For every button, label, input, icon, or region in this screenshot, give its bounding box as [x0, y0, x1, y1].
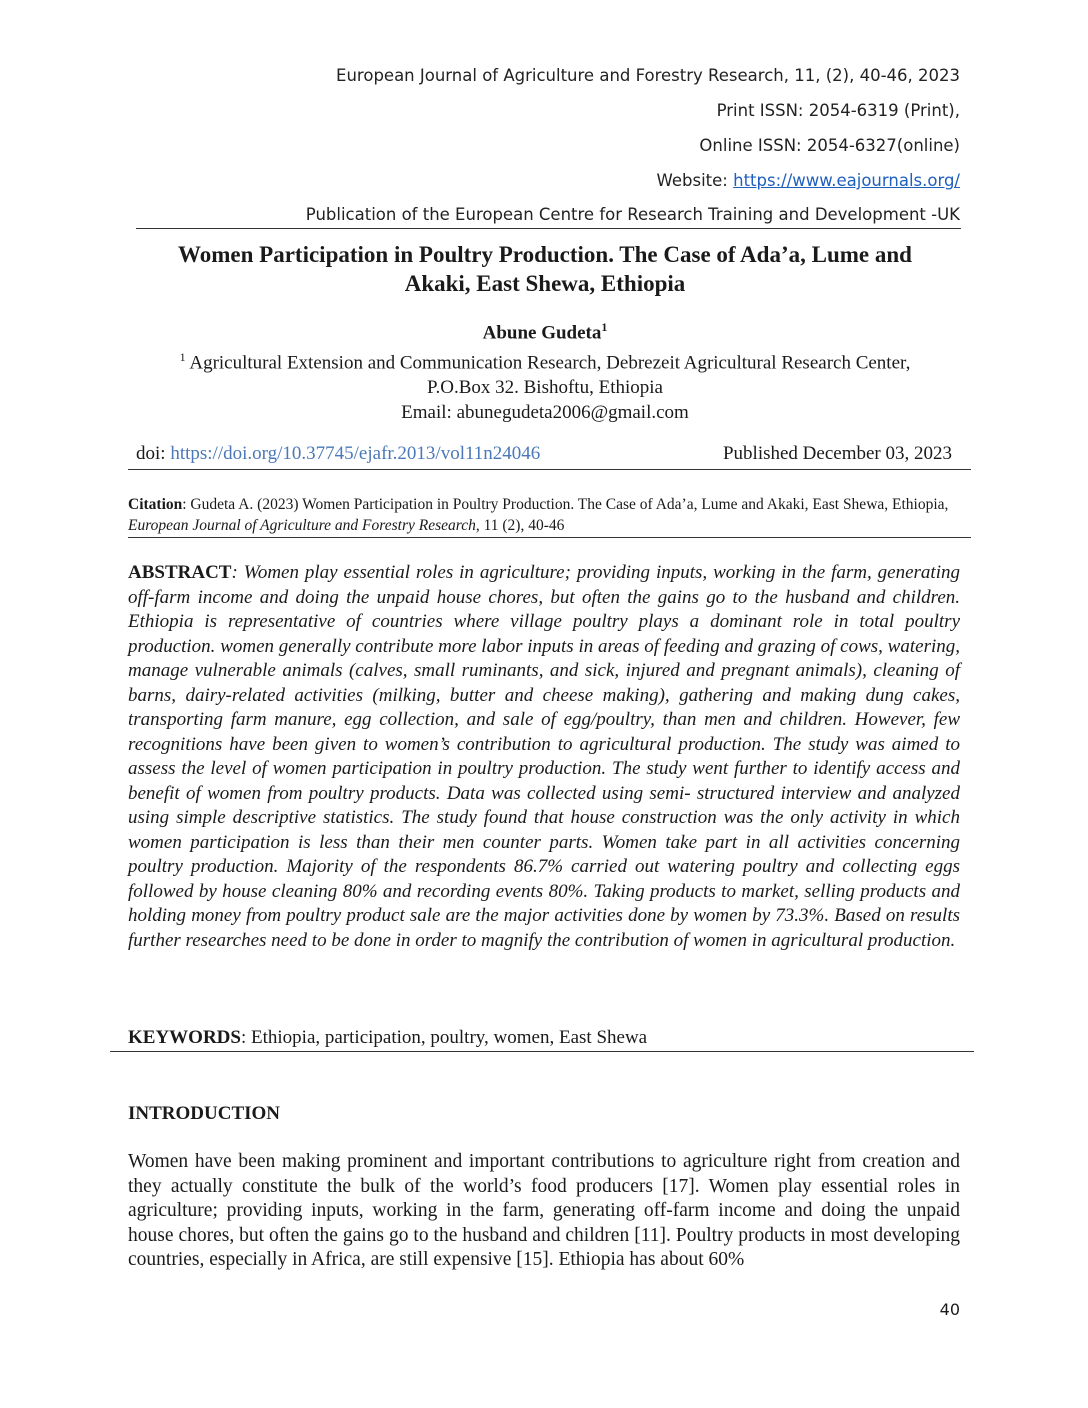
affiliation	[130, 345, 960, 425]
affiliation-line-1	[130, 345, 960, 375]
publisher-line: Publication of the European Centre for Research Training and Development -UK	[305, 205, 960, 224]
doi-label: doi:	[136, 443, 171, 464]
keywords	[128, 1027, 647, 1049]
citation	[128, 494, 971, 536]
author-superscript: 1	[601, 320, 608, 334]
citation-label: Citation	[128, 496, 183, 513]
header-divider	[136, 228, 961, 229]
citation-divider	[128, 537, 971, 538]
title-line-2: Akaki, East Shewa, Ethiopia	[404, 271, 686, 296]
abstract-text: : Women play essential roles in agriculture; providing inputs, working in the farm, generating off-farm income and doing the unpaid house chores, but often the gains go to the husband and children. Ethiopia is representative of countries where village poultry plays a dominant role in total poultry production. women generally contribute more labor inputs in areas of feeding and grazing of cows, watering, manage vulnerable animals (calves, small ruminants, and sick, injured and pregnant animals), cleaning of barns, dairy-related activities (milking, butter and cheese making), gathering and making dung cakes, transporting farm manure, egg collection, and sale of egg/poultry, than men and children. However, few recognitions have been given to women’s contribution to agricultural production. The study was aimed to assess the level of women participation in poultry production. The study went further to identify access and benefit of women from poultry products. Data was collected using semi- structured interview and analyzed using simple descriptive statistics. The study found that house construction was the only activity in which women participation is less than their men counter parts. Women take part in all activities concerning poultry production. Majority of the respondents 86.7% carried out watering poultry and collecting eggs followed by house cleaning 80% and recording events 80%. Taking products to market, selling products and holding money from poultry product sale are the major activities done by women by 73.3%. Based on results further researches need to be done in order to magnify the contribution of women in agricultural production.	[128, 562, 960, 951]
keywords-text: : Ethiopia, participation, poultry, women, East Shewa	[240, 1027, 648, 1048]
abstract	[128, 561, 960, 953]
abstract-label: ABSTRACT	[128, 562, 232, 583]
print-issn: Print ISSN: 2054-6319 (Print),	[716, 101, 960, 120]
affiliation-line-1-text: Agricultural Extension and Communication Research, Debrezeit Agricultural Research Center,	[185, 352, 911, 374]
affiliation-superscript: 1	[179, 350, 186, 364]
doi-link[interactable]: https://doi.org/10.37745/ejafr.2013/vol11n24046	[170, 443, 541, 464]
introduction-paragraph: Women have been making prominent and important contributions to agriculture right from creation and they actually constitute the bulk of the world’s food producers [17]. Women play essential roles in agriculture; providing inputs, working in the farm, generating off-farm income and doing the unpaid house chores, but often the gains go to the husband and children [11]. Poultry products in most developing countries, especially in Africa, are still expensive [15]. Ethiopia has about 60%	[128, 1151, 960, 1270]
doi-row	[136, 443, 956, 465]
article-title	[130, 240, 960, 298]
title-line-1: Women Participation in Poultry Production. The Case of Ada’a, Lume and	[178, 242, 912, 267]
doi-divider	[128, 469, 971, 470]
author-name-text: Abune Gudeta	[482, 322, 602, 344]
published-date: Published December 03, 2023	[722, 443, 952, 464]
website-link[interactable]: https://www.eajournals.org/	[733, 171, 960, 190]
affiliation-line-2: P.O.Box 32. Bishoftu, Ethiopia	[427, 377, 663, 399]
author-email: Email: abunegudeta2006@gmail.com	[401, 402, 689, 424]
website-line	[657, 171, 960, 190]
journal-header: European Journal of Agriculture and Forestry Research, 11, (2), 40-46, 2023	[336, 66, 960, 85]
citation-journal: European Journal of Agriculture and Forestry Research	[128, 517, 476, 534]
author-name	[130, 320, 960, 344]
keywords-label: KEYWORDS	[128, 1027, 241, 1048]
keywords-divider	[110, 1051, 974, 1052]
page-number: 40	[939, 1300, 960, 1319]
introduction-heading: INTRODUCTION	[128, 1103, 281, 1124]
citation-text: : Gudeta A. (2023) Women Participation in Poultry Production. The Case of Ada’a, Lume and Akaki, East Shewa, Ethiopia,	[182, 496, 949, 513]
website-label: Website:	[656, 171, 734, 190]
citation-volume: , 11 (2), 40-46	[475, 517, 565, 534]
online-issn: Online ISSN: 2054-6327(online)	[699, 136, 960, 155]
